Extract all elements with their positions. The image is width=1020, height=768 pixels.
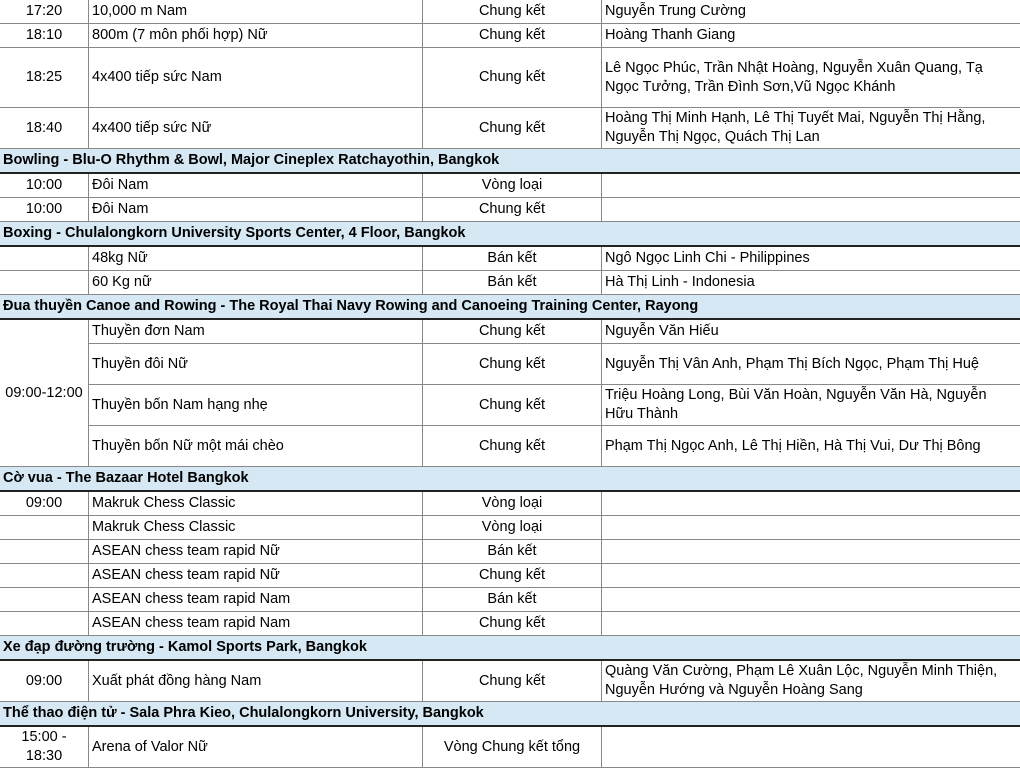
round-cell: Chung kết bbox=[423, 198, 602, 222]
athletes-cell bbox=[602, 588, 1020, 612]
time-cell: 18:25 bbox=[0, 48, 89, 108]
table-row bbox=[0, 726, 1020, 768]
time-cell: 09:00 bbox=[0, 491, 89, 516]
round-cell: Chung kết bbox=[423, 660, 602, 702]
table-row bbox=[0, 344, 1020, 385]
time-cell: 15:00 - 18:30 bbox=[0, 726, 89, 768]
event-cell: Thuyền bốn Nữ một mái chèo bbox=[89, 426, 423, 467]
round-cell: Vòng loại bbox=[423, 516, 602, 540]
event-cell: 4x400 tiếp sức Nam bbox=[89, 48, 423, 108]
time-cell: 10:00 bbox=[0, 198, 89, 222]
round-cell: Chung kết bbox=[423, 24, 602, 48]
table-row bbox=[0, 564, 1020, 588]
event-cell: Xuất phát đồng hàng Nam bbox=[89, 660, 423, 702]
table-row bbox=[0, 271, 1020, 295]
section-header bbox=[0, 149, 1020, 174]
athletes-cell bbox=[602, 612, 1020, 636]
athletes-cell bbox=[602, 726, 1020, 768]
event-cell: Makruk Chess Classic bbox=[89, 491, 423, 516]
round-cell: Chung kết bbox=[423, 108, 602, 149]
athletes-cell: Ngô Ngọc Linh Chi - Philippines bbox=[602, 246, 1020, 271]
round-cell: Chung kết bbox=[423, 48, 602, 108]
athletes-cell: Hoàng Thị Minh Hạnh, Lê Thị Tuyết Mai, Nguyễn Thị Hằng, Nguyễn Thị Ngọc, Quách Thị Lan bbox=[602, 108, 1020, 149]
event-cell: Thuyền đôi Nữ bbox=[89, 344, 423, 385]
athletes-cell: Triệu Hoàng Long, Bùi Văn Hoàn, Nguyễn Văn Hà, Nguyễn Hữu Thành bbox=[602, 385, 1020, 426]
table-row bbox=[0, 426, 1020, 467]
time-cell bbox=[0, 540, 89, 564]
time-cell: 09:00 bbox=[0, 660, 89, 702]
round-cell: Chung kết bbox=[423, 344, 602, 385]
round-cell: Chung kết bbox=[423, 385, 602, 426]
athletes-cell: Lê Ngọc Phúc, Trần Nhật Hoàng, Nguyễn Xuân Quang, Tạ Ngọc Tưởng, Trần Đình Sơn,Vũ Ngọc Khánh bbox=[602, 48, 1020, 108]
table-row bbox=[0, 24, 1020, 48]
table-row bbox=[0, 108, 1020, 149]
table-row bbox=[0, 385, 1020, 426]
time-cell: 18:40 bbox=[0, 108, 89, 149]
event-cell: Đôi Nam bbox=[89, 173, 423, 198]
event-cell: Thuyền đơn Nam bbox=[89, 319, 423, 344]
round-cell: Chung kết bbox=[423, 0, 602, 24]
athletes-cell: Nguyễn Trung Cường bbox=[602, 0, 1020, 24]
round-cell: Vòng Chung kết tổng bbox=[423, 726, 602, 768]
event-cell: Arena of Valor Nữ bbox=[89, 726, 423, 768]
time-cell: 10:00 bbox=[0, 173, 89, 198]
event-cell: 60 Kg nữ bbox=[89, 271, 423, 295]
event-cell: Thuyền bốn Nam hạng nhẹ bbox=[89, 385, 423, 426]
round-cell: Chung kết bbox=[423, 319, 602, 344]
athletes-cell: Nguyễn Văn Hiếu bbox=[602, 319, 1020, 344]
time-cell: 09:00-12:00 bbox=[0, 319, 89, 467]
round-cell: Chung kết bbox=[423, 426, 602, 467]
time-cell bbox=[0, 516, 89, 540]
section-title: Boxing - Chulalongkorn University Sports Center, 4 Floor, Bangkok bbox=[0, 222, 1020, 247]
event-cell: ASEAN chess team rapid Nữ bbox=[89, 540, 423, 564]
athletes-cell: Nguyễn Thị Vân Anh, Phạm Thị Bích Ngọc, Phạm Thị Huệ bbox=[602, 344, 1020, 385]
athletes-cell: Hà Thị Linh - Indonesia bbox=[602, 271, 1020, 295]
table-row bbox=[0, 173, 1020, 198]
table-row bbox=[0, 246, 1020, 271]
time-cell bbox=[0, 271, 89, 295]
round-cell: Vòng loại bbox=[423, 491, 602, 516]
athletes-cell: Hoàng Thanh Giang bbox=[602, 24, 1020, 48]
athletes-cell bbox=[602, 540, 1020, 564]
section-header bbox=[0, 702, 1020, 727]
section-header bbox=[0, 636, 1020, 661]
round-cell: Bán kết bbox=[423, 271, 602, 295]
round-cell: Chung kết bbox=[423, 612, 602, 636]
event-cell: ASEAN chess team rapid Nam bbox=[89, 612, 423, 636]
table-row bbox=[0, 319, 1020, 344]
section-title: Đua thuyền Canoe and Rowing - The Royal Thai Navy Rowing and Canoeing Training Center, Rayong bbox=[0, 295, 1020, 320]
athletes-cell bbox=[602, 516, 1020, 540]
time-cell: 17:20 bbox=[0, 0, 89, 24]
time-cell bbox=[0, 246, 89, 271]
time-cell bbox=[0, 612, 89, 636]
table-row bbox=[0, 660, 1020, 702]
round-cell: Bán kết bbox=[423, 540, 602, 564]
section-title: Cờ vua - The Bazaar Hotel Bangkok bbox=[0, 467, 1020, 492]
section-header bbox=[0, 222, 1020, 247]
table-row bbox=[0, 491, 1020, 516]
event-cell: 48kg Nữ bbox=[89, 246, 423, 271]
athletes-cell bbox=[602, 564, 1020, 588]
athletes-cell bbox=[602, 173, 1020, 198]
round-cell: Bán kết bbox=[423, 246, 602, 271]
table-row bbox=[0, 612, 1020, 636]
table-row bbox=[0, 48, 1020, 108]
event-cell: 10,000 m Nam bbox=[89, 0, 423, 24]
event-cell: Makruk Chess Classic bbox=[89, 516, 423, 540]
section-title: Thể thao điện tử - Sala Phra Kieo, Chulalongkorn University, Bangkok bbox=[0, 702, 1020, 727]
round-cell: Bán kết bbox=[423, 588, 602, 612]
athletes-cell bbox=[602, 491, 1020, 516]
time-cell bbox=[0, 588, 89, 612]
table-row bbox=[0, 516, 1020, 540]
section-title: Bowling - Blu-O Rhythm & Bowl, Major Cineplex Ratchayothin, Bangkok bbox=[0, 149, 1020, 174]
athletes-cell: Quàng Văn Cường, Phạm Lê Xuân Lộc, Nguyễn Minh Thiện, Nguyễn Hướng và Nguyễn Hoàng Sang bbox=[602, 660, 1020, 702]
section-header bbox=[0, 467, 1020, 492]
event-cell: 4x400 tiếp sức Nữ bbox=[89, 108, 423, 149]
table-row bbox=[0, 588, 1020, 612]
round-cell: Vòng loại bbox=[423, 173, 602, 198]
athletes-cell: Phạm Thị Ngọc Anh, Lê Thị Hiền, Hà Thị Vui, Dư Thị Bông bbox=[602, 426, 1020, 467]
table-row bbox=[0, 540, 1020, 564]
event-cell: ASEAN chess team rapid Nữ bbox=[89, 564, 423, 588]
event-cell: 800m (7 môn phối hợp) Nữ bbox=[89, 24, 423, 48]
table-row bbox=[0, 198, 1020, 222]
athletes-cell bbox=[602, 198, 1020, 222]
round-cell: Chung kết bbox=[423, 564, 602, 588]
event-cell: ASEAN chess team rapid Nam bbox=[89, 588, 423, 612]
time-cell bbox=[0, 564, 89, 588]
event-cell: Đôi Nam bbox=[89, 198, 423, 222]
table-row bbox=[0, 0, 1020, 24]
section-title: Xe đạp đường trường - Kamol Sports Park, Bangkok bbox=[0, 636, 1020, 661]
section-header bbox=[0, 295, 1020, 320]
time-cell: 18:10 bbox=[0, 24, 89, 48]
